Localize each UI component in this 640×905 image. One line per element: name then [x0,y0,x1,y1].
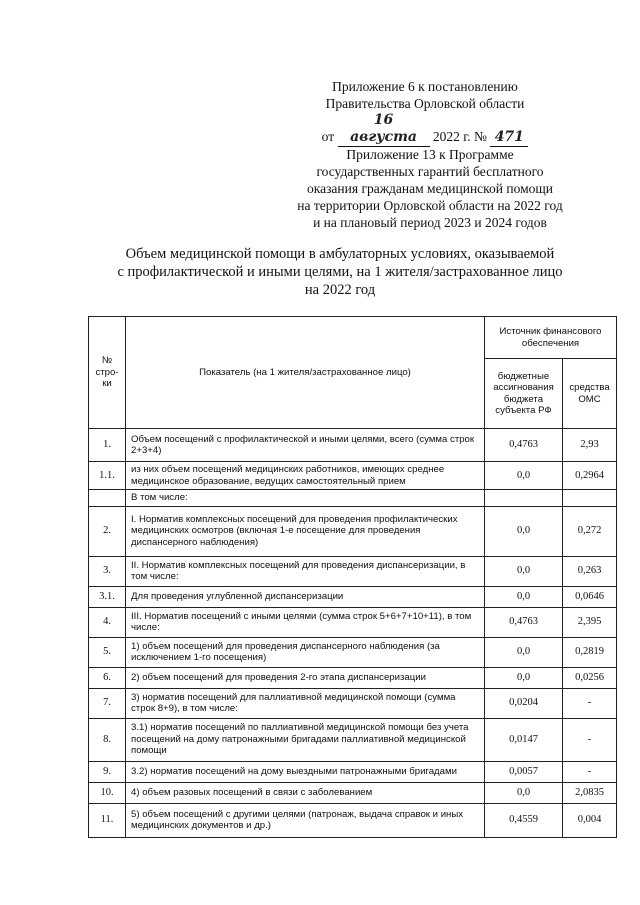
table-row [89,607,617,637]
row-oms-value: - [563,688,617,718]
row-indicator: 3) норматив посещений для паллиативной медицинской помощи (сумма строк 8+9), в том числе: [126,688,485,718]
table-row [89,667,617,688]
program-header [275,146,585,231]
row-oms-value: 2,395 [563,607,617,637]
row-oms-value: - [563,761,617,782]
row-indicator: 1) объем посещений для проведения диспансерного наблюдения (за исключением 1-го посещения) [126,637,485,667]
row-indicator: 2) объем посещений для проведения 2-го этапа диспансеризации [126,667,485,688]
date-prefix: от [321,129,335,144]
row-budget-value: 0,0 [485,782,563,803]
program-line-5: и на плановый период 2023 и 2024 годов [313,215,547,230]
row-indicator: 3.1) норматив посещений по паллиативной медицинской помощи без учета посещений на дому патронажными бригадами паллиативной медицинской помощи [126,718,485,761]
row-budget-value: 0,4763 [485,429,563,462]
row-indicator: 4) объем разовых посещений в связи с заболеванием [126,782,485,803]
volume-table [88,316,617,838]
row-budget-value: 0,0057 [485,761,563,782]
row-indicator: Для проведения углубленной диспансеризации [126,586,485,607]
col-header-budget: бюджетные ассигнования бюджета субъекта РФ [485,359,563,429]
row-number: 1. [89,429,126,462]
program-line-2: государственных гарантий бесплатного [316,164,544,179]
table-body [89,429,617,838]
row-budget-value [485,490,563,507]
row-budget-value: 0,0204 [485,688,563,718]
table-row [89,637,617,667]
row-indicator: III. Норматив посещений с иными целями (сумма строк 5+6+7+10+11), в том числе: [126,607,485,637]
appendix-line-2: Правительства Орловской области [325,96,525,111]
appendix-header [300,78,550,147]
row-indicator: II. Норматив комплексных посещений для проведения диспансеризации, в том числе: [126,556,485,586]
table-row [89,586,617,607]
row-budget-value: 0,0 [485,462,563,490]
row-number: 7. [89,688,126,718]
document-title [100,245,580,299]
title-line-3: на 2022 год [304,282,376,298]
table-row [89,556,617,586]
table-row [89,803,617,837]
program-line-3: оказания гражданам медицинской помощи [306,181,554,196]
row-number: 2. [89,506,126,556]
table-row [89,490,617,507]
row-oms-value: 0,2964 [563,462,617,490]
appendix-line-3 [300,112,550,147]
row-oms-value: - [563,718,617,761]
row-indicator: I. Норматив комплексных посещений для проведения профилактических медицинских осмотров (включая 1-е посещение для проведения диспансерного наблюдения) [126,506,485,556]
title-line-2: с профилактической и иными целями, на 1 жителя/застрахованное лицо [117,264,563,280]
col-header-oms: средства ОМС [563,359,617,429]
row-indicator: 5) объем посещений с другими целями (патронаж, выдача справок и иных медицинских документов и др.) [126,803,485,837]
row-oms-value: 0,2819 [563,637,617,667]
row-oms-value: 2,93 [563,429,617,462]
row-number: 9. [89,761,126,782]
row-number: 10. [89,782,126,803]
row-number: 11. [89,803,126,837]
table-row [89,462,617,490]
row-oms-value: 0,0256 [563,667,617,688]
row-budget-value: 0,4559 [485,803,563,837]
row-number: 5. [89,637,126,667]
row-oms-value: 2,0835 [563,782,617,803]
col-header-source: Источник финансового обеспечения [485,317,617,359]
col-header-no: № стро-ки [89,317,126,429]
handwritten-number: 471 [490,129,528,147]
program-line-4: на территории Орловской области на 2022 год [297,198,563,213]
row-indicator: 3.2) норматив посещений на дому выездными патронажными бригадами [126,761,485,782]
table-row [89,761,617,782]
table-row [89,506,617,556]
row-budget-value: 0,0147 [485,718,563,761]
row-number: 6. [89,667,126,688]
row-indicator: из них объем посещений медицинских работников, имеющих среднее медицинское образование, ведущих самостоятельный прием [126,462,485,490]
row-number: 4. [89,607,126,637]
title-line-1: Объем медицинской помощи в амбулаторных условиях, оказываемой [125,246,555,262]
table-row [89,782,617,803]
year-label: 2022 г. № [432,129,487,144]
table-row [89,429,617,462]
row-indicator: В том числе: [126,490,485,507]
program-line-1: Приложение 13 к Программе [346,147,514,162]
row-number: 1.1. [89,462,126,490]
row-number: 3.1. [89,586,126,607]
row-oms-value: 0,272 [563,506,617,556]
row-budget-value: 0,0 [485,667,563,688]
col-header-indicator: Показатель (на 1 жителя/застрахованное лицо) [126,317,485,429]
row-budget-value: 0,0 [485,556,563,586]
appendix-line-1: Приложение 6 к постановлению [332,79,518,94]
row-number: 8. [89,718,126,761]
row-budget-value: 0,0 [485,586,563,607]
row-budget-value: 0,4763 [485,607,563,637]
handwritten-date: 16 августа [338,112,430,147]
row-oms-value [563,490,617,507]
table-row [89,688,617,718]
row-budget-value: 0,0 [485,506,563,556]
table-row [89,718,617,761]
row-indicator: Объем посещений с профилактической и иными целями, всего (сумма строк 2+3+4) [126,429,485,462]
row-number: 3. [89,556,126,586]
row-oms-value: 0,004 [563,803,617,837]
row-oms-value: 0,0646 [563,586,617,607]
row-budget-value: 0,0 [485,637,563,667]
row-oms-value: 0,263 [563,556,617,586]
row-number [89,490,126,507]
